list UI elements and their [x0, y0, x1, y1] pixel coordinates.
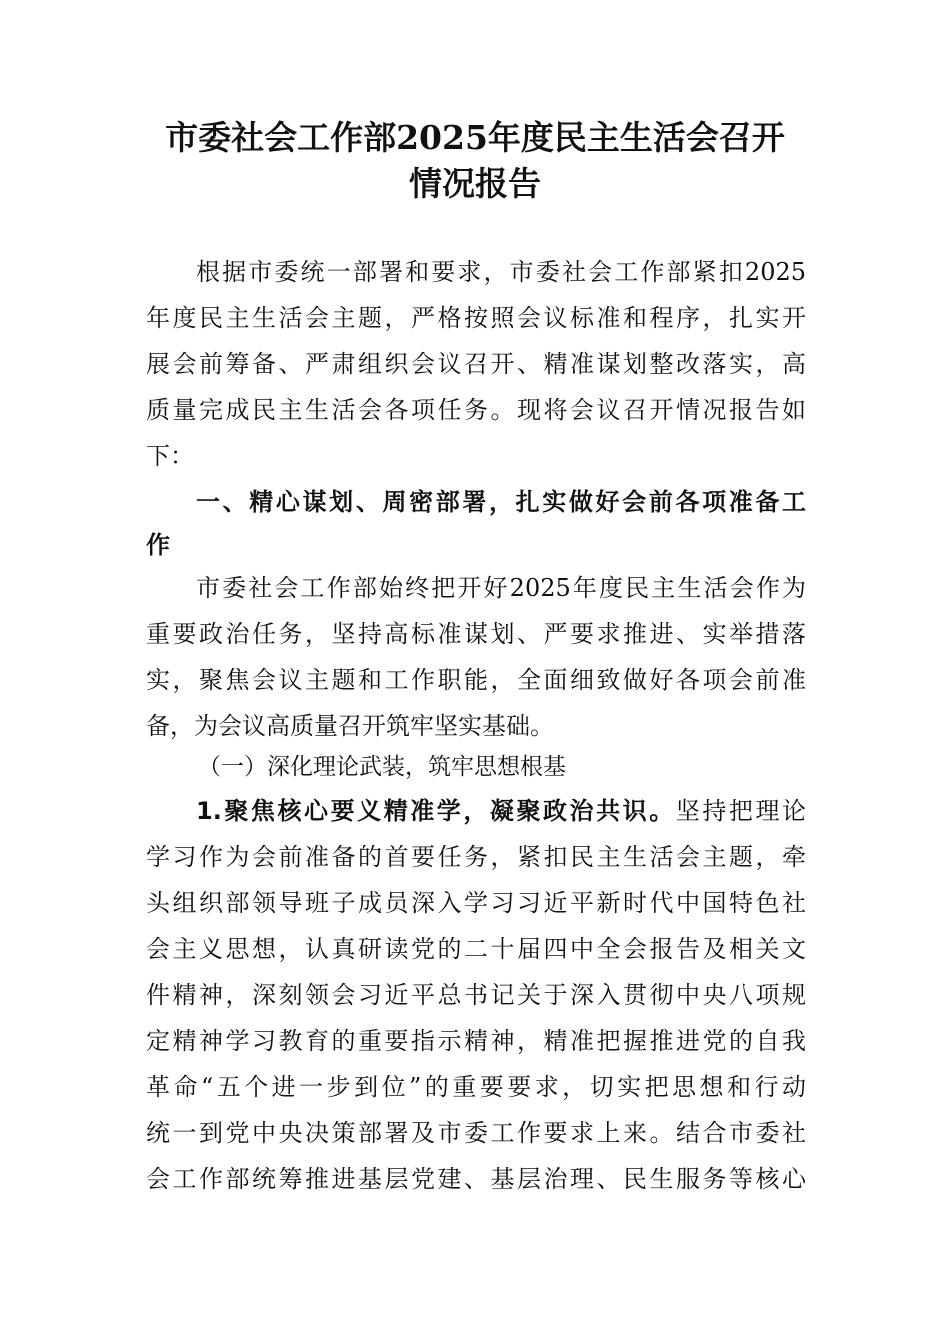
- item-line: [196, 789, 806, 834]
- section-body-line: 市委社会工作部始终把开好2025年度民主生活会作为: [196, 574, 806, 602]
- section-body-line: 备，为会议高质量召开筑牢坚实基础。: [146, 712, 554, 740]
- item-lead: 1.聚焦核心要义精准学，凝聚政治共识。: [196, 797, 676, 825]
- section-heading: 一、精心谋划、周密部署，扎实做好会前各项准备工: [196, 488, 806, 516]
- intro-line: 展会前筹备、严肃组织会议召开、精准谋划整改落实，高: [146, 350, 806, 378]
- item-line: 革命“五个进一步到位”的重要要求，切实把思想和行动: [146, 1073, 806, 1101]
- item-line: 会工作部统筹推进基层党建、基层治理、民生服务等核心: [146, 1165, 806, 1193]
- item-line: 学习作为会前准备的首要任务，紧扣民主生活会主题，牵: [146, 843, 806, 871]
- intro-line: 下：: [146, 442, 194, 470]
- item-line: 会主义思想，认真研读党的二十届四中全会报告及相关文: [146, 935, 806, 963]
- document-title-line1: 市委社会工作部2025年度民主生活会召开: [165, 118, 785, 157]
- item-line: 头组织部领导班子成员深入学习习近平新时代中国特色社: [146, 889, 806, 917]
- item-line: 件精神，深刻领会习近平总书记关于深入贯彻中央八项规: [146, 981, 806, 1009]
- intro-line: 年度民主生活会主题，严格按照会议标准和程序，扎实开: [146, 304, 806, 332]
- intro-line: 根据市委统一部署和要求，市委社会工作部紧扣2025: [196, 258, 806, 286]
- item-line: 统一到党中央决策部署及市委工作要求上来。结合市委社: [146, 1119, 806, 1147]
- intro-line: 质量完成民主生活会各项任务。现将会议召开情况报告如: [146, 396, 806, 424]
- subsection-heading: （一）深化理论武装，筑牢思想根基: [198, 754, 566, 780]
- section-heading: 作: [146, 531, 170, 559]
- document-title-line2: 情况报告: [409, 164, 541, 203]
- section-body-line: 重要政治任务，坚持高标准谋划、严要求推进、实举措落: [146, 620, 806, 648]
- item-lead-rest: 坚持把理论: [675, 797, 806, 825]
- section-body-line: 实，聚焦会议主题和工作职能，全面细致做好各项会前准: [146, 666, 806, 694]
- item-line: 定精神学习教育的重要指示精神，精准把握推进党的自我: [146, 1027, 806, 1055]
